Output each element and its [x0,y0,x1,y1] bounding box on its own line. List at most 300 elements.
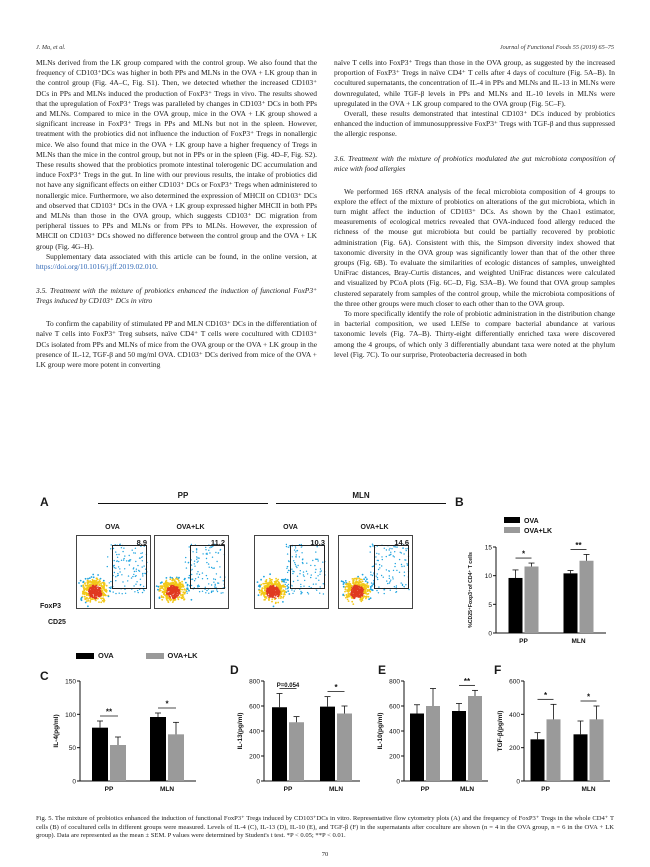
flow-dot [301,592,302,593]
legend-swatch [504,527,520,533]
flow-dot [376,590,377,591]
flow-dot [367,593,369,595]
bar-ova [92,728,108,781]
flow-dot [257,581,259,583]
flow-dot [92,574,94,576]
flow-dot [262,587,264,589]
flow-dot [171,577,173,579]
flow-dot [221,592,222,593]
y-axis-label: IL-4(pg/ml) [53,714,60,748]
flow-dot [267,588,269,590]
flow-dot [275,578,277,580]
flow-dot [347,585,349,587]
y-tick-label: 600 [509,678,520,686]
flow-dot [356,578,358,580]
flow-dot [275,586,277,588]
flow-dot [88,582,90,584]
flow-dot [368,598,370,600]
flow-dot [160,590,162,592]
flow-dot [384,593,385,594]
flow-dot [187,588,189,590]
flow-dot [161,599,163,601]
flow-dot [173,598,175,600]
flow-dot [260,590,262,592]
flow-dot [89,600,91,602]
flow-dot [284,579,285,580]
flow-dot [353,586,355,588]
y-tick-label: 100 [65,711,76,719]
flow-dot [365,577,367,579]
running-header-authors: J. Ma, et al. [36,44,66,51]
panel-letter-e: E [378,663,387,677]
flow-dot [171,580,173,582]
flow-dot [275,602,277,604]
y-tick-label: 600 [249,703,260,711]
flow-dot [258,590,260,592]
flow-dot [343,583,345,585]
flow-dot [408,589,409,590]
flow-dot [143,590,144,591]
flow-dot [91,576,93,578]
flow-dot [110,591,111,592]
flow-dot [105,589,107,591]
flow-dot [142,592,143,593]
flow-dot [89,597,91,599]
flow-x-label: CD25 [48,619,66,626]
flow-dot [216,589,217,590]
flow-dot [355,590,357,592]
flow-dot [86,585,88,587]
flow-dot [271,598,273,600]
flow-dot [109,582,110,583]
flow-dot [177,586,179,588]
y-axis-label: IL-10(pg/ml) [377,712,384,750]
significance-label: * [586,692,591,702]
flow-dot [166,580,168,582]
flow-dot [178,591,180,593]
flow-dot [158,586,160,588]
flow-dot [343,586,345,588]
flow-dot [347,593,349,595]
flow-dot [371,582,372,583]
paragraph: MLNs derived from the LK group compared with the control group. We also found that the frequency of CD103⁺DCs was higher in both PPs and MLNs in the OVA + LK group than in the control group (Fig. 4A–C, Fig. S1). Then, we detected whether the increased CD103⁺ DCs in PPs and MLNs induced the production of FoxP3⁺ Tregs in vivo. The results showed that the upregulation of FoxP3⁺ Tregs was paralleled by changes in CD103⁺ DCs in both PPs and MLNs. Compared to mice in the OVA group, mice in the OVA + LK group showed a significant increase in FoxP3⁺ Tregs in PPs and MLNs but not in the spleen. However, treatment with the probiotics did not influence the induction of FoxP3⁺ Tregs in nonallergic mice. We also found that mice in the OVA + LK group have a higher frequency of Tregs in MLNs than the mice in the control group, but not in PPs or in the spleen (Fig. 4D–F, Fig. S2). These results showed that the probiotics promote intestinal tolerogenic DC accumulation and induce FoxP3⁺ Tregs in the gut. In line with our previous results, the intake of probiotics did not have any significant effects on either CD103⁺ DCs or FoxP3⁺ Tregs when administered to nonallergic mice. Furthermore, we also determined the expression of MHCII on CD103⁺ DCs and observed that CD103⁺ DCs in the OVA + LK group expressed higher MHCII in both PPs and MLNs than those in the OVA group, which suggests CD103⁺ DC migration from peripheral tissues to PPs and MLNs or from PPs to MLNs. However, the expression of MHCII on CD103⁺ DCs showed no difference between the control group and the OVA + LK group (Fig. 4G–H). [36,58,317,251]
flow-dot [279,591,281,593]
flow-dot [98,590,100,592]
paragraph-supplementary: Supplementary data associated with this article can be found, in the online version, at https://doi.org/10.1016/j.jff.2019.02.010. [36,251,317,272]
flow-dot [177,597,179,599]
y-tick-label: 600 [389,703,400,711]
y-tick-label: 800 [389,678,400,686]
flow-dot [173,588,175,590]
flow-dot [258,594,260,596]
significance-label: * [521,549,526,559]
bar-ova [320,707,335,781]
bar-ova [410,714,424,782]
flow-dot [108,596,110,598]
flow-dot [185,557,186,558]
flow-gate-value: 14.6 [394,538,409,547]
x-category-label: PP [541,786,550,793]
flow-dot [159,597,161,599]
flow-dot [259,584,261,586]
flow-dot [98,585,100,587]
flow-dot [87,578,89,580]
flow-dot [347,589,349,591]
flow-dot [361,594,363,596]
flow-title: OVA [105,524,120,531]
flow-dot [272,590,274,592]
flow-dot [185,582,187,584]
flow-gate [190,545,225,589]
flow-dot [357,581,359,583]
flow-dot [287,572,288,573]
flow-dot [285,588,286,589]
flow-dot [84,589,86,591]
flow-dot [81,585,83,587]
flow-dot [349,585,351,587]
bar-ova-lk [547,719,561,781]
flow-dot [265,597,267,599]
flow-dot [205,592,206,593]
flow-dot [82,586,84,588]
flow-dot [264,589,266,591]
flow-dot [178,580,180,582]
flow-dot [183,599,185,601]
flow-dot [366,578,368,580]
bar-ova [150,717,166,781]
y-tick-label: 5 [488,601,492,609]
flow-gate [290,545,325,589]
flow-dot [353,596,355,598]
flow-dot [368,590,370,592]
significance-label: ** [105,707,113,717]
flow-dot [267,595,269,597]
flow-plot [338,535,413,609]
flow-dot [268,598,270,600]
flow-dot [187,585,189,587]
flow-title: OVA+LK [176,524,205,531]
flow-dot [372,575,373,576]
flow-dot [279,585,281,587]
flow-dot [259,592,261,594]
legend-label: OVA [524,518,539,525]
flow-dot [347,596,349,598]
y-tick-label: 0 [396,778,400,786]
flow-dot [285,584,286,585]
flow-dot [316,590,317,591]
flow-dot [85,592,87,594]
flow-dot [99,579,101,581]
y-tick-label: 200 [249,753,260,761]
flow-dot [157,589,159,591]
flow-dot [283,584,285,586]
flow-dot [286,585,288,587]
chart-c [50,673,200,805]
bar-ova [509,578,523,633]
flow-title: OVA+LK [360,524,389,531]
flow-dot [84,583,86,585]
flow-dot [308,593,309,594]
chart-f [494,673,614,805]
flow-dot [166,593,168,595]
flow-dot [137,590,138,591]
flow-dot [269,580,271,582]
panel-letter-f: F [494,663,502,677]
flow-dot [107,556,108,557]
flow-dot [360,588,362,590]
legend-swatch-ovalk [146,653,164,659]
flow-dot [103,580,105,582]
flow-dot [168,582,170,584]
y-tick-label: 50 [68,745,76,753]
flow-dot [351,585,353,587]
flow-dot [319,593,320,594]
flow-dot [276,592,278,594]
flow-dot [271,601,273,603]
flow-dot [272,585,274,587]
flow-title: OVA [283,524,298,531]
flow-dot [271,583,273,585]
flow-dot [363,584,365,586]
flow-dot [102,591,104,593]
flow-dot [171,586,173,588]
flow-dot [162,591,164,593]
flow-dot [360,585,362,587]
y-axis-label: TGF-β(pg/ml) [497,710,504,752]
flow-dot [82,584,84,586]
flow-dot [174,580,176,582]
flow-dot [269,593,271,595]
flow-dot [283,586,285,588]
flow-dot [260,594,262,596]
flow-dot [369,546,370,547]
significance-label: * [334,683,338,693]
flow-dot [159,585,161,587]
bar-ova [531,739,545,781]
bar-ova [574,734,588,781]
flow-dot [341,580,343,582]
flow-dot [93,597,95,599]
flow-dot [82,581,84,583]
flow-dot [284,586,286,588]
flow-dot [370,551,371,552]
flow-dot [351,591,353,593]
flow-dot [360,579,362,581]
flow-dot [101,589,103,591]
x-category-label: MLN [328,786,344,793]
flow-dot [92,598,94,600]
panel-letter-a: A [40,495,49,509]
flow-dot [211,591,212,592]
bar-ova [452,711,466,781]
flow-dot [349,589,351,591]
flow-dot [161,585,163,587]
flow-dot [288,584,289,585]
legend-item-ovalk: OVA+LK [146,651,198,660]
doi-link[interactable]: https://doi.org/10.1016/j.jff.2019.02.010 [36,262,156,272]
flow-dot [119,593,120,594]
flow-dot [347,591,349,593]
flow-dot [80,580,82,582]
flow-dot [181,581,183,583]
flow-dot [81,597,83,599]
flow-dot [287,590,289,592]
group-label-pp: PP [177,491,189,500]
flow-dot [359,599,361,601]
flow-dot [222,592,223,593]
flow-dot [166,599,168,601]
flow-dot [78,582,80,584]
flow-dot [104,584,106,586]
flow-dot [90,588,92,590]
flow-dot [93,576,95,578]
flow-dot [260,579,262,581]
legend-swatch [504,517,520,523]
flow-dot [206,590,207,591]
flow-dot [284,590,286,592]
flow-dot [85,578,87,580]
flow-dot [287,579,288,580]
x-category-label: PP [420,786,430,793]
flow-dot [100,601,102,603]
flow-dot [370,597,372,599]
paragraph: naïve T cells into FoxP3⁺ Tregs than those in the OVA group, as suggested by the increased proportion of FoxP3⁺ Tregs in naïve CD4⁺ T cells after 4 days of coculture (Fig. 5A–B). In cocultured supernatants, the concentration of IL-4 in PPs and MLNs and IL-13 in MLNs were downregulated, while TGF-β levels in PPs and MLNs and IL-10 levels in MLNs were upregulated in the OVA + LK group compared to the OVA group (Fig. 5C–F). [334,58,615,108]
flow-dot [348,600,350,602]
flow-dot [352,603,354,605]
flow-dot [356,594,358,596]
flow-dot [264,595,266,597]
flow-dot [184,579,186,581]
flow-dot [175,585,177,587]
flow-dot [84,596,86,598]
flow-dot [282,601,284,603]
flow-dot [390,590,391,591]
bar-ova-lk [289,722,304,781]
y-tick-label: 800 [249,678,260,686]
flow-dot [166,577,168,579]
y-tick-label: 0 [516,778,520,786]
x-category-label: MLN [159,786,175,793]
flow-dot [180,589,182,591]
flow-dot [175,599,177,601]
x-category-label: MLN [459,786,475,793]
section-heading: 3.6. Treatment with the mixture of probiotics modulated the gut microbiota composition of mice with food allergies [334,153,615,173]
flow-dot [178,598,180,600]
flow-dot [125,593,126,594]
flow-dot [134,591,135,592]
flow-dot [283,596,285,598]
flow-dot [202,591,203,592]
flow-dot [89,577,91,579]
significance-label: * [543,690,548,700]
flow-dot [300,591,301,592]
flow-dot [104,582,106,584]
flow-dot [170,577,172,579]
flow-dot [351,601,353,603]
bar-ova-lk [580,561,594,633]
flow-dot [81,599,83,601]
flow-dot [383,589,384,590]
flow-dot [191,599,193,601]
y-axis-label: IL-13(pg/ml) [237,712,244,750]
flow-dot [175,578,177,580]
flow-dot [263,593,265,595]
flow-dot [352,588,354,590]
flow-dot [369,591,371,593]
flow-dot [265,582,267,584]
flow-dot [267,583,269,585]
flow-dot [168,601,170,603]
flow-dot [87,583,89,585]
flow-dot [271,579,273,581]
flow-dot [138,592,139,593]
flow-dot [167,589,169,591]
flow-dot [286,546,287,547]
flow-dot [365,580,367,582]
flow-dot [94,584,96,586]
flow-dot [156,585,158,587]
x-category-label: MLN [581,786,596,793]
flow-dot [181,584,183,586]
flow-dot [87,605,89,607]
legend-item-ova: OVA [76,651,113,660]
flow-dot [174,596,176,598]
legend [76,651,198,660]
right-column [334,58,615,360]
flow-dot [271,588,273,590]
flow-dot [365,598,367,600]
flow-dot [350,587,352,589]
flow-dot [86,589,88,591]
flow-dot [175,593,177,595]
flow-dot [100,597,102,599]
bar-ova-lk [110,745,126,781]
flow-dot [186,567,187,568]
flow-dot [323,593,324,594]
y-tick-label: 0 [256,778,260,786]
flow-dot [97,586,99,588]
flow-dot [353,580,355,582]
chart-e [374,673,492,805]
flow-dot [179,596,181,598]
flow-dot [101,587,103,589]
flow-dot [286,592,287,593]
flow-dot [260,584,262,586]
flow-dot [372,585,373,586]
flow-dot [180,591,182,593]
flow-dot [265,580,267,582]
flow-dot [365,590,367,592]
flow-dot [266,590,268,592]
flow-dot [171,595,173,597]
flow-dot [103,586,105,588]
group-label-mln: MLN [352,491,370,500]
flow-dot [278,597,280,599]
flow-dot [286,568,287,569]
flow-dot [287,553,288,554]
flow-dot [173,589,175,591]
flow-dot [370,572,371,573]
flow-dot [167,585,169,587]
flow-dot [270,595,272,597]
y-tick-label: 10 [484,573,492,581]
flow-dot [350,593,352,595]
flow-dot [272,594,274,596]
section-heading: 3.5. Treatment with the mixture of probiotics enhanced the induction of functional FoxP3⁺ Tregs induced by CD103⁺ DCs in vitro [36,286,317,306]
flow-dot [217,591,218,592]
flow-dot [269,578,271,580]
flow-dot [345,588,347,590]
